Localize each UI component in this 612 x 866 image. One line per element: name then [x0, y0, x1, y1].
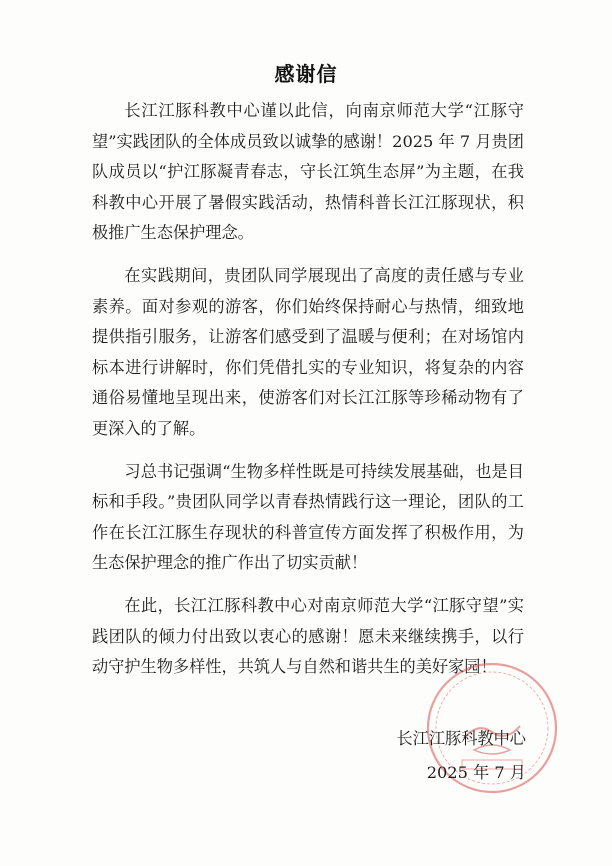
paragraph-3: 习总书记强调“生物多样性既是可持续发展基础，也是目标和手段。”贵团队同学以青春热情践行这一理论，团队的工作在长江江豚生存现状的科普宣传方面发挥了积极作用，为生态保护理念的推广作出了切实贡献！	[92, 461, 524, 573]
paragraph-1: 长江江豚科教中心谨以此信，向南京师范大学“江豚守望”实践团队的全体成员致以诚挚的感谢！2025 年 7 月贵团队成员以“护江豚凝青春志，守长江筑生态屏”为主题，在我科教中心开展了暑假实践活动，热情科普长江江豚现状，积极推广生态保护理念。	[92, 101, 524, 243]
signature-block	[397, 722, 527, 790]
letter-title: 感谢信	[274, 62, 338, 86]
paragraph-4: 在此，长江江豚科教中心对南京师范大学“江豚守望”实践团队的倾力付出致以衷心的感谢！愿未来继续携手，以行动守护生物多样性，共筑人与自然和谐共生的美好家园！	[92, 595, 524, 677]
signature-organization: 长江江豚科教中心	[396, 729, 526, 748]
signature-date: 2025 年 7 月	[426, 763, 526, 782]
letter-body	[92, 96, 524, 695]
paragraph-2: 在实践期间，贵团队同学展现出了高度的责任感与专业素养。面对参观的游客，你们始终保持耐心与热情，细致地提供指引服务，让游客们感受到了温暖与便利；在对场馆内标本进行讲解时，你们凭借扎实的专业知识，将复杂的内容通俗易懂地呈现出来，使游客们对长江江豚等珍稀动物有了更深入的了解。	[92, 265, 524, 438]
